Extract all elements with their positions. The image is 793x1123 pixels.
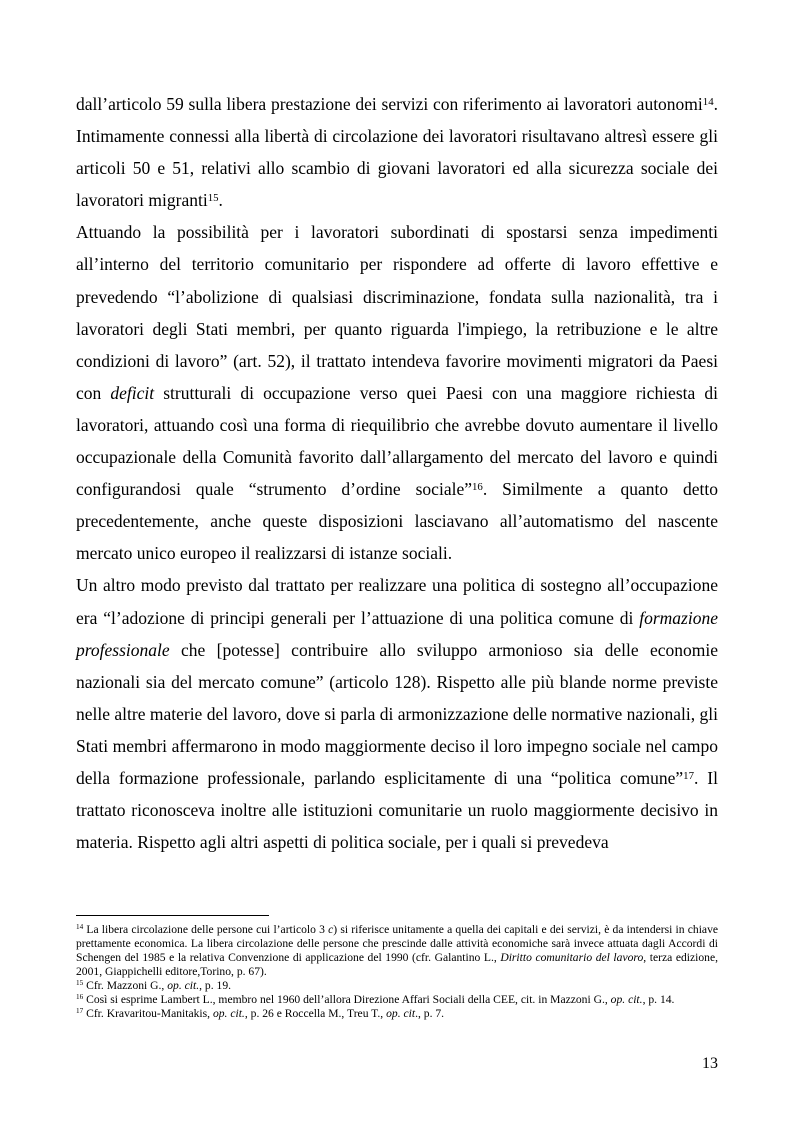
text-run: dall’articolo 59 sulla libera prestazione dei servizi con riferimento ai lavoratori autonomi — [76, 94, 703, 114]
footnote-number: 15 — [76, 979, 84, 988]
footnote-number: 16 — [76, 993, 84, 1002]
footnote-ref[interactable]: 15 — [207, 191, 219, 204]
italic-run: op. cit — [386, 1007, 416, 1020]
italic-run: Diritto comunitario del lavoro — [500, 951, 644, 964]
italic-run: op. cit. — [212, 1007, 245, 1020]
text-run: ., p. 7. — [415, 1007, 445, 1020]
footnote-ref[interactable]: 17 — [683, 769, 695, 782]
italic-run: op. cit. — [610, 993, 643, 1006]
paragraph-1 — [76, 88, 718, 216]
text-run: Attuando la possibilità per i lavoratori subordinati di spostarsi senza impedimenti all’interno del territorio comunitario per rispondere ad offerte di lavoro effettive e prevedendo “l’abolizione di qualsiasi discriminazione, fondata sulla nazionalità, tra i lavoratori degli Stati membri, per quanto riguarda l'impiego, la retribuzione e le altre condizioni di lavoro” (art. 52), il trattato intendeva favorire movimenti migratori da Paesi con — [76, 222, 718, 403]
text-run: . Il trattato riconosceva inoltre alle istituzioni comunitarie un ruolo maggiormente decisivo in materia. Rispetto agli altri aspetti di politica sociale, per i quali si prevedeva — [76, 767, 718, 853]
text-run: . Similmente a quanto detto precedentemente, anche queste disposizioni lasciavano all’automatismo del nascente mercato unico europeo il realizzarsi di istanze sociali. — [76, 479, 718, 564]
text-run: ) si riferisce unitamente a quella dei capitali e dei servizi, è da intendersi in chiave prettamente economica. La libera circolazione delle persone che prescinde dalle attività economiche sarà invece attuata dagli Accordi di Schengen del 1985 e la relativa Convenzione di applicazione del 1990 (cfr. Galantino L., — [76, 923, 719, 964]
italic-run: deficit — [110, 382, 155, 403]
paragraph-3 — [76, 569, 718, 858]
footnote-16 — [76, 993, 718, 1007]
italic-run: op. cit. — [167, 979, 200, 992]
text-run: Cfr. Kravaritou-Manitakis, — [83, 1007, 213, 1020]
text-run: , p. 26 e Roccella M., Treu T., — [244, 1007, 387, 1020]
text-run: , p. 19. — [199, 979, 232, 992]
italic-run: c — [328, 923, 334, 936]
footnote-14 — [76, 923, 718, 979]
text-run: . — [218, 190, 223, 211]
page-body — [76, 88, 718, 858]
text-run: Cfr. Mazzoni G., — [83, 979, 168, 992]
text-run: Così si esprime Lambert L., membro nel 1960 dell’allora Direzione Affari Sociali della CEE, cit. in Mazzoni G., — [83, 993, 611, 1006]
footnote-17 — [76, 1007, 718, 1021]
footnote-number: 17 — [76, 1007, 84, 1016]
footnote-ref[interactable]: 16 — [471, 480, 483, 493]
text-run: Un altro modo previsto dal trattato per realizzare una politica di sostegno all’occupazione era “l’adozione di principi generali per l’attuazione di una politica comune di — [76, 575, 718, 628]
footnote-ref[interactable]: 14 — [702, 95, 714, 108]
italic-run: formazione professionale — [76, 607, 718, 660]
text-run: strutturali di occupazione verso quei Paesi con una maggiore richiesta di lavoratori, attuando così una forma di riequilibrio che avrebbe dovuto aumentare il livello occupazionale della Comunità favorito dall’allargamento del mercato del lavoro e quindi configurandosi quale “strumento d’ordine sociale” — [76, 382, 718, 500]
footnote-divider — [76, 915, 269, 916]
footnote-number: 14 — [76, 923, 84, 932]
text-run: , terza edizione, 2001, Giappichelli editore,Torino, p. 67). — [76, 951, 718, 978]
page-number: 13 — [702, 1055, 718, 1072]
text-run: , p. 14. — [642, 993, 675, 1006]
footnotes — [76, 923, 718, 1021]
footnote-15 — [76, 979, 718, 993]
text-run: . Intimamente connessi alla libertà di circolazione dei lavoratori risultavano altresì essere gli articoli 50 e 51, relativi allo scambio di giovani lavoratori ed alla sicurezza sociale dei lavoratori migranti — [76, 94, 718, 211]
paragraph-2 — [76, 216, 718, 569]
text-run: che [potesse] contribuire allo sviluppo armonioso sia delle economie nazionali sia del mercato comune” (articolo 128). Rispetto alle più blande norme previste nelle altre materie del lavoro, dove si parla di armonizzazione delle normative nazionali, gli Stati membri affermarono in modo maggiormente deciso il loro impegno sociale nel campo della formazione professionale, parlando esplicitamente di una “politica comune” — [76, 639, 718, 788]
text-run: La libera circolazione delle persone cui l’articolo 3 — [83, 923, 329, 936]
